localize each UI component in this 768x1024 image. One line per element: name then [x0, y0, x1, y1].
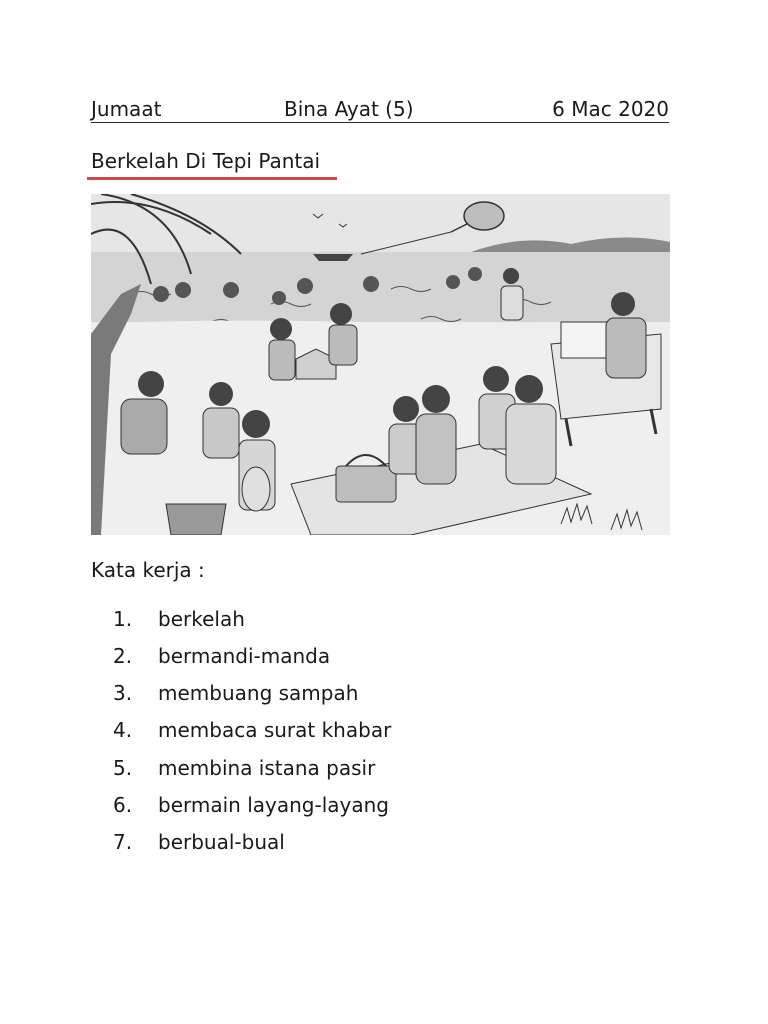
list-item-text: membuang sampah	[158, 681, 359, 705]
list-item-number: 5.	[113, 756, 133, 780]
header-title: Bina Ayat (5)	[284, 97, 414, 121]
list-item	[0, 679, 400, 707]
list-item-text: bermain layang-layang	[158, 793, 389, 817]
list-item-number: 4.	[113, 718, 133, 742]
list-item-number: 6.	[113, 793, 133, 817]
header-day: Jumaat	[91, 97, 162, 121]
list-item	[0, 605, 400, 633]
header-date: 6 Mac 2020	[552, 97, 669, 121]
list-item-text: membina istana pasir	[158, 756, 376, 780]
list-item	[0, 791, 400, 819]
verbs-heading: Kata kerja :	[91, 558, 205, 582]
beach-picnic-illustration	[91, 194, 670, 535]
list-item	[0, 642, 400, 670]
list-item-number: 3.	[113, 681, 133, 705]
list-item-number: 7.	[113, 830, 133, 854]
list-item-number: 1.	[113, 607, 133, 631]
list-item	[0, 828, 400, 856]
list-item	[0, 716, 400, 744]
list-item	[0, 754, 400, 782]
topic-underline	[87, 177, 337, 180]
list-item-number: 2.	[113, 644, 133, 668]
list-item-text: berkelah	[158, 607, 245, 631]
topic-title: Berkelah Di Tepi Pantai	[91, 149, 321, 173]
list-item-text: berbual-bual	[158, 830, 285, 854]
worksheet-header	[91, 96, 669, 123]
list-item-text: bermandi-manda	[158, 644, 331, 668]
list-item-text: membaca surat khabar	[158, 718, 392, 742]
